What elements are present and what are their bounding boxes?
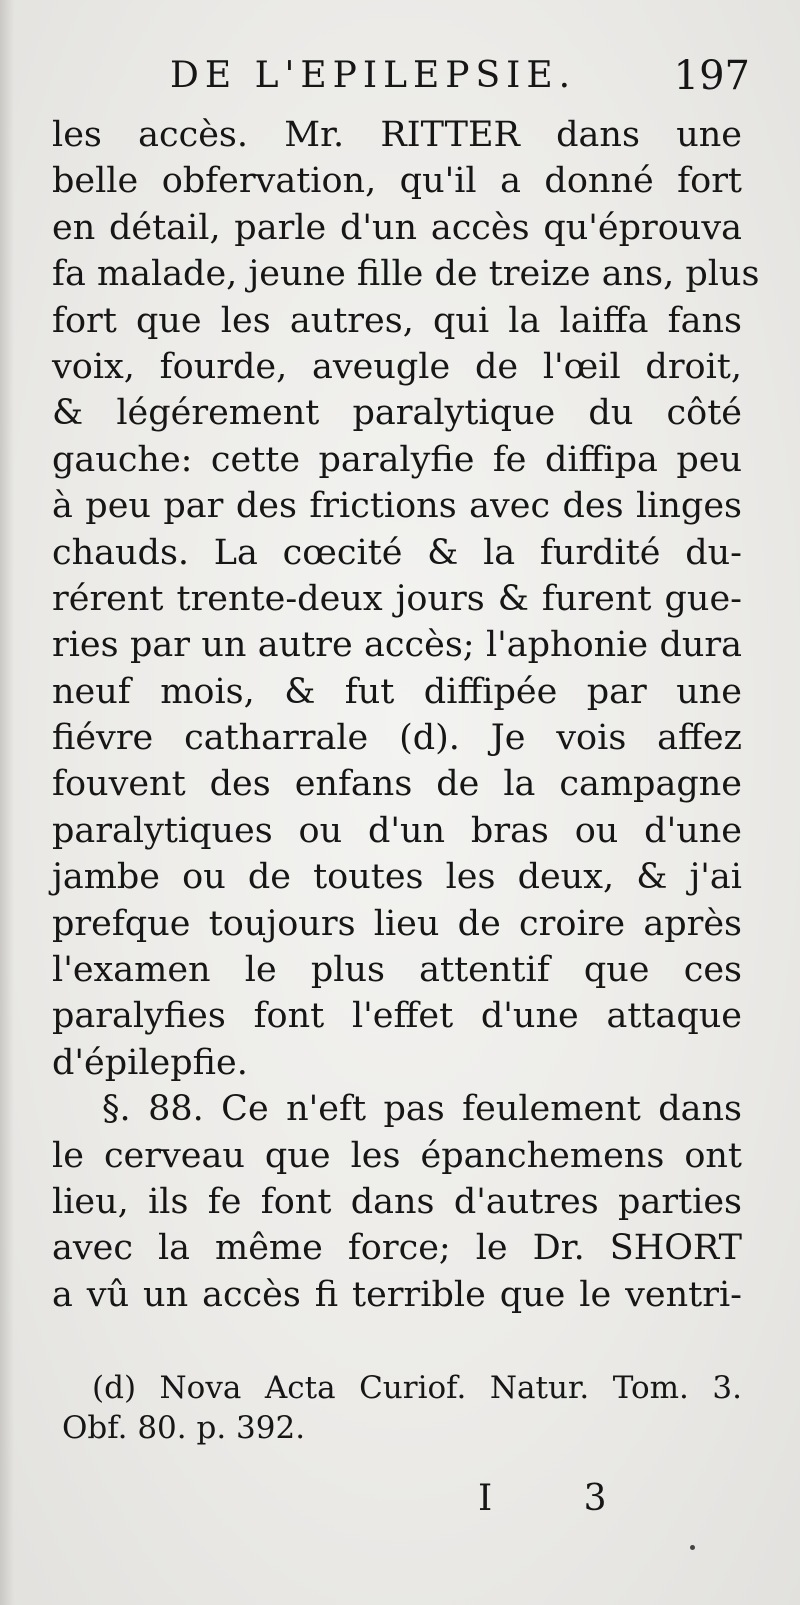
- text-line: belle obfervation, qu'il a donné fort: [52, 161, 742, 202]
- text-line: rérent trente-deux jours & furent gue-: [52, 578, 742, 619]
- text-line: & légérement paralytique du côté: [52, 393, 742, 434]
- print-speck: [690, 1545, 695, 1550]
- running-head-title: DE L'EPILEPSIE.: [170, 55, 577, 96]
- section-start-line: §. 88. Ce n'eft pas feulement dans: [102, 1089, 742, 1130]
- page-number: 197: [673, 53, 750, 99]
- text-line: voix, fourde, aveugle de l'œil droit,: [52, 346, 742, 387]
- text-line: prefque toujours lieu de croire après: [52, 903, 742, 944]
- footnote-line: (d) Nova Acta Curiof. Natur. Tom. 3.: [92, 1370, 742, 1406]
- text-line: jambe ou de toutes les deux, & j'ai: [52, 857, 742, 898]
- text-line: avec la même force; le Dr. SHORT: [52, 1228, 742, 1269]
- text-line: gauche: cette paralyfie fe diffipa peu: [52, 439, 742, 480]
- text-line: fa malade, jeune fille de treize ans, plus: [52, 254, 760, 295]
- text-line: fiévre catharrale (d). Je vois affez: [52, 718, 742, 759]
- text-line: fort que les autres, qui la laiffa fans: [52, 300, 742, 341]
- footnote: [62, 1368, 742, 1448]
- footnote-line: Obf. 80. p. 392.: [62, 1410, 306, 1446]
- text-line: à peu par des frictions avec des linges: [52, 486, 742, 527]
- text-line: chauds. La cœcité & la furdité du-: [52, 532, 742, 573]
- text-line: ries par un autre accès; l'aphonie dura: [52, 625, 742, 666]
- text-line: paralyfies font l'effet d'une attaque: [52, 996, 742, 1037]
- body-text: [52, 112, 760, 1318]
- text-line: a vû un accès fi terrible que le ventri-: [52, 1274, 742, 1315]
- text-line: les accès. Mr. RITTER dans une: [52, 115, 742, 155]
- running-head: [150, 46, 750, 106]
- text-line: l'examen le plus attentif que ces: [52, 950, 742, 991]
- text-line: en détail, parle d'un accès qu'éprouva: [52, 207, 742, 248]
- text-line: d'épilepfie.: [52, 1042, 248, 1083]
- text-line: neuf mois, & fut diffipée par une: [52, 671, 742, 712]
- signature-mark: I 3: [478, 1478, 647, 1519]
- text-line: le cerveau que les épanchemens ont: [52, 1135, 742, 1176]
- text-line: lieu, ils fe font dans d'autres parties: [52, 1181, 742, 1222]
- text-line: paralytiques ou d'un bras ou d'une: [52, 810, 742, 851]
- text-line: fouvent des enfans de la campagne: [52, 764, 742, 805]
